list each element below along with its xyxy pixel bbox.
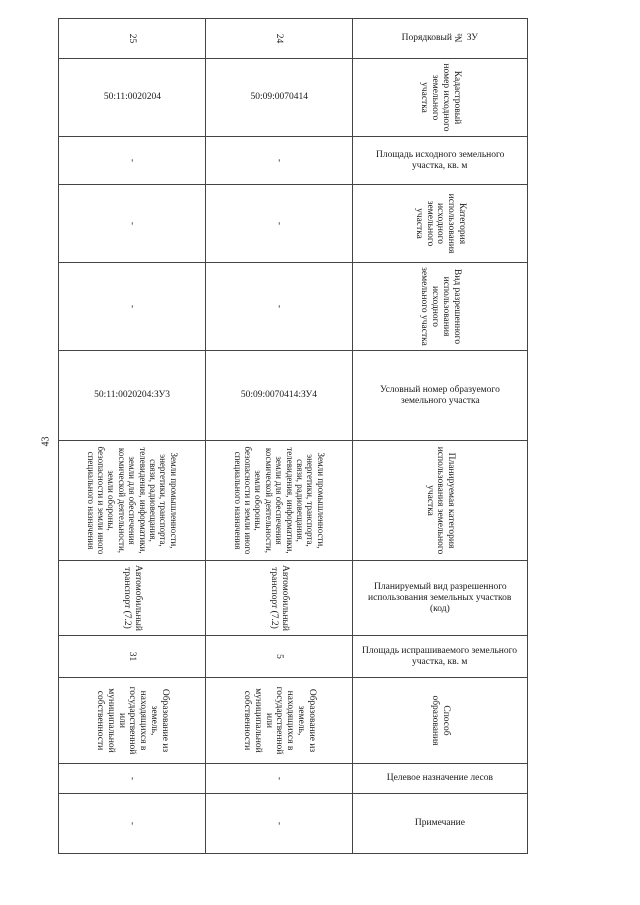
source-category: - <box>59 185 206 263</box>
header-cell: Порядковый № ЗУ <box>353 19 528 59</box>
note: - <box>206 794 353 854</box>
source-use: - <box>206 263 353 351</box>
header-cell: Целевое назначение лесов <box>353 764 528 794</box>
note: - <box>59 794 206 854</box>
source-area: - <box>206 137 353 185</box>
header-cell: Способ образования <box>353 678 528 764</box>
table-wrapper <box>58 18 528 853</box>
planned-use: Автомобильный транспорт (7.2) <box>206 561 353 636</box>
header-cell: Категория использования исходного земельного участка <box>353 185 528 263</box>
land-plots-table <box>58 18 528 854</box>
requested-area: 5 <box>206 636 353 678</box>
source-use: - <box>59 263 206 351</box>
page-number: 43 <box>40 436 52 447</box>
header-cell: Площадь исходного земельного участка, кв. м <box>353 137 528 185</box>
header-cell: Площадь испрашиваемого земельного участка, кв. м <box>353 636 528 678</box>
row-number: 24 <box>206 19 353 59</box>
source-area: - <box>59 137 206 185</box>
header-cell: Кадастровый номер исходного земельного участка <box>353 59 528 137</box>
table-row <box>206 19 353 854</box>
source-category: - <box>206 185 353 263</box>
row-number: 25 <box>59 19 206 59</box>
forest-purpose: - <box>206 764 353 794</box>
forest-purpose: - <box>59 764 206 794</box>
cadastral-number: 50:11:0020204 <box>59 59 206 137</box>
formation-method: Образование из земель, находящихся в государственной или муниципальной собственности <box>59 678 206 764</box>
header-cell: Примечание <box>353 794 528 854</box>
header-cell: Планируемая категория использования земельного участка <box>353 441 528 561</box>
new-plot-number: 50:09:0070414:ЗУ4 <box>206 351 353 441</box>
header-cell: Условный номер образуемого земельного участка <box>353 351 528 441</box>
planned-category: Земли промышленности, энергетики, транспорта, связи, радиовещания, телевидения, информатики, земли для обеспечения космической деятельности, земли обороны, безопасности и земли иного специального назначения <box>206 441 353 561</box>
cadastral-number: 50:09:0070414 <box>206 59 353 137</box>
requested-area: 31 <box>59 636 206 678</box>
planned-category: Земли промышленности, энергетики, транспорта, связи, радиовещания, телевидения, информатики, земли для обеспечения космической деятельности, земли обороны, безопасности и земли иного специального назначения <box>59 441 206 561</box>
header-row <box>353 19 528 854</box>
new-plot-number: 50:11:0020204:ЗУ3 <box>59 351 206 441</box>
formation-method: Образование из земель, находящихся в государственной или муниципальной собственности <box>206 678 353 764</box>
table-row <box>59 19 206 854</box>
planned-use: Автомобильный транспорт (7.2) <box>59 561 206 636</box>
header-cell: Планируемый вид разрешенного использования земельных участков (код) <box>353 561 528 636</box>
header-cell: Вид разрешенного использования исходного земельного участка <box>353 263 528 351</box>
